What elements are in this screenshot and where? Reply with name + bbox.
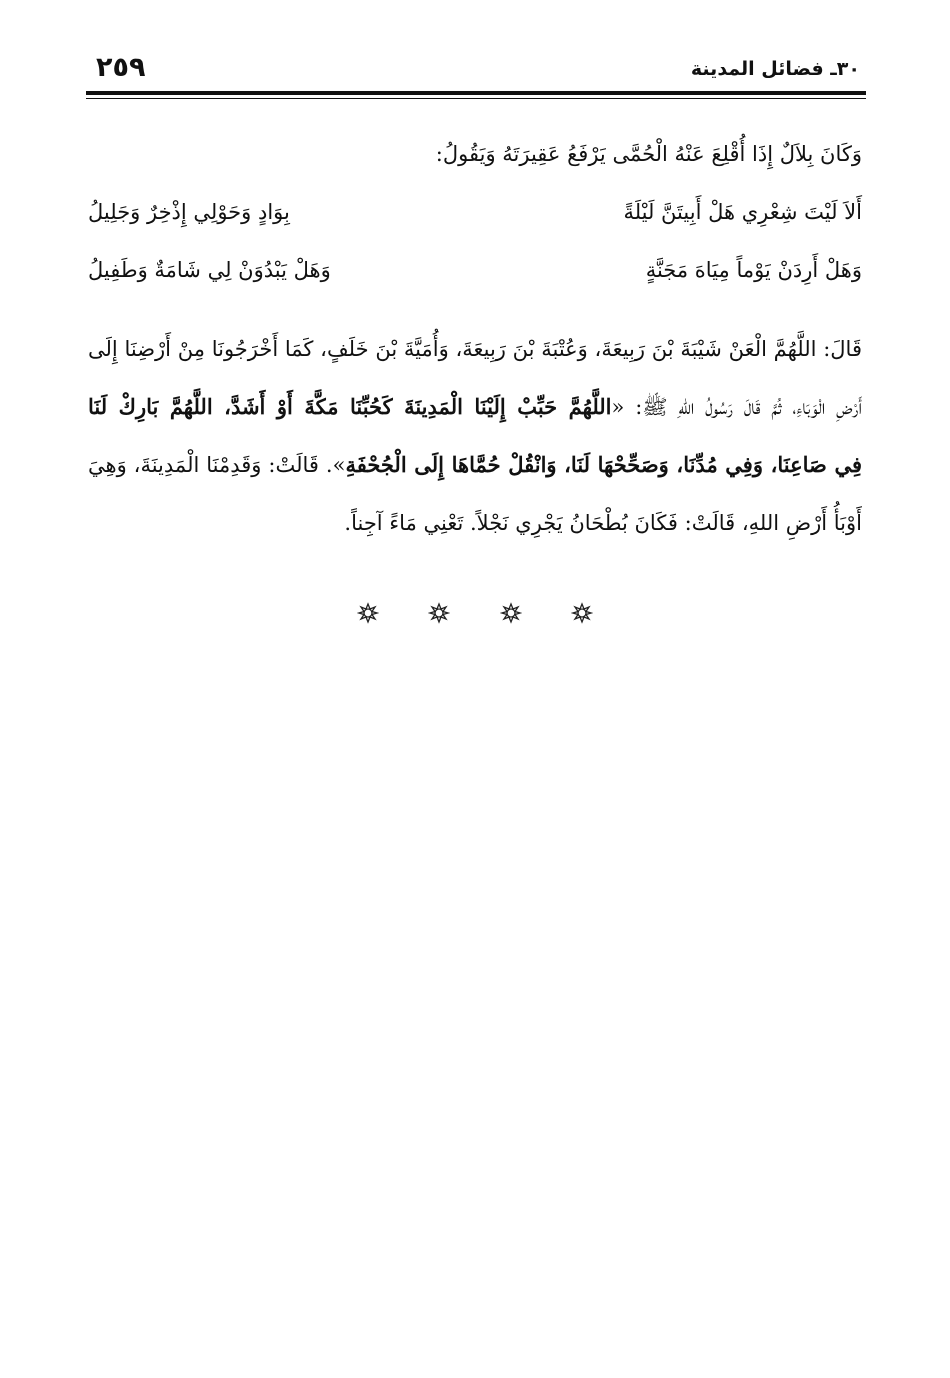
narration-text: أَرْضِ الْوَبَاءِ، ثُمَّ قَالَ رَسُولُ اللهِ ﷺ: « xyxy=(611,395,862,419)
flower-ornament-icon xyxy=(428,602,450,624)
paragraph-line-2 xyxy=(88,378,862,436)
verse-row-1 xyxy=(88,184,862,242)
flower-ornament-icon xyxy=(571,602,593,624)
verse-2-first-hemistich: وَهَلْ أَرِدَنْ يَوْماً مِيَاهَ مَجَنَّةٍ xyxy=(645,258,862,282)
header-rule-thin xyxy=(86,98,866,99)
flower-ornament-icon xyxy=(500,602,522,624)
paragraph-line-1: قَالَ: اللَّهُمَّ الْعَنْ شَيْبَةَ بْنَ رَبِيعَةَ، وَعُتْبَةَ بْنَ رَبِيعَةَ، وَأُمَيَّةَ بْنَ خَلَفٍ، كَمَا أَخْرَجُونَا مِنْ أَرْضِنَا إِلَى xyxy=(88,337,862,361)
prophetic-supplication-bold-cont: فِي صَاعِنَا، وَفِي مُدِّنَا، وَصَحِّحْهَا لَنَا، وَانْقُلْ حُمَّاهَا إِلَى الْجُحْفَةِ xyxy=(345,452,862,477)
verse-2-second-hemistich: وَهَلْ يَبْدُوَنْ لِي شَامَةٌ وَطَفِيلُ xyxy=(88,258,331,282)
paragraph-line-4: أَوْبَأُ أَرْضِ اللهِ، قَالَتْ: فَكَانَ بُطْحَانُ يَجْرِي نَجْلاً. تَعْنِي مَاءً آجِناً. xyxy=(344,511,862,535)
prophetic-supplication-bold: اللَّهُمَّ حَبِّبْ إِلَيْنَا الْمَدِينَةَ كَحُبِّنَا مَكَّةَ أَوْ أَشَدَّ، اللَّهُمَّ بَارِكْ لَنَا xyxy=(88,394,612,419)
verse-1-second-hemistich: بِوَادٍ وَحَوْلِي إِذْخِرٌ وَجَلِيلُ xyxy=(88,200,290,224)
intro-line: وَكَانَ بِلاَلٌ إِذَا أُقْلِعَ عَنْهُ الْحُمَّى يَرْفَعُ عَقِيرَتَهُ وَيَقُولُ: xyxy=(435,142,862,166)
flower-ornament-icon xyxy=(357,602,379,624)
page-header xyxy=(90,52,862,92)
chapter-title: ٣٠ـ فضائل المدينة xyxy=(690,58,860,80)
hadith-paragraph xyxy=(88,320,862,552)
section-divider xyxy=(0,602,950,632)
paragraph-line-3 xyxy=(88,436,862,494)
verse-1-first-hemistich: أَلاَ لَيْتَ شِعْرِي هَلْ أَبِيتَنَّ لَيْلَةً xyxy=(623,200,862,224)
page-number: ٢٥٩ xyxy=(96,52,146,83)
header-rule-thick xyxy=(86,91,866,95)
narration-text-cont: ». قَالَتْ: وَقَدِمْنَا الْمَدِينَةَ، وَهِيَ xyxy=(88,453,346,477)
page-body xyxy=(88,130,862,552)
verse-row-2 xyxy=(88,242,862,300)
